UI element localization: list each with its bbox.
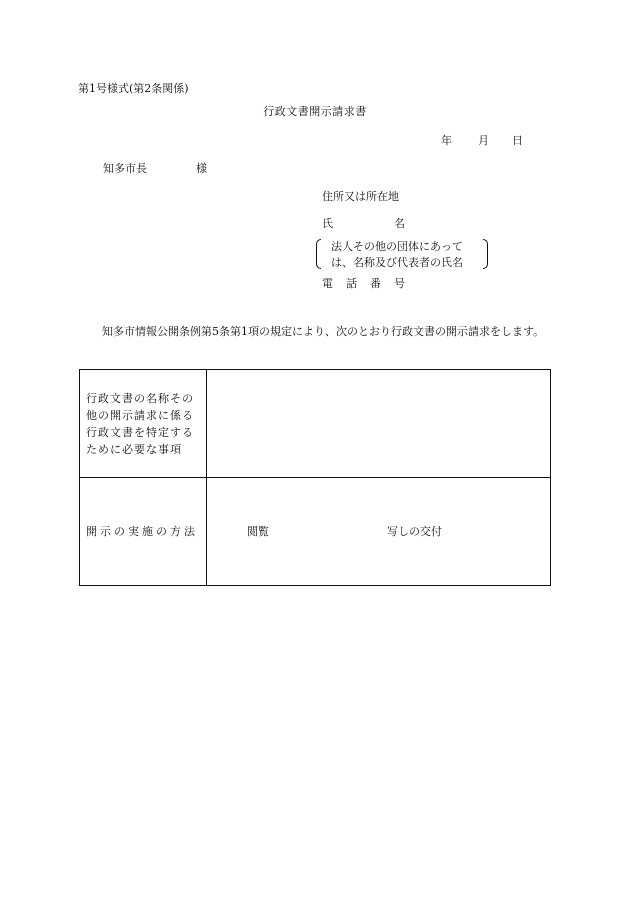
method-option-copy[interactable]: 写しの交付 bbox=[387, 525, 442, 538]
disclosure-method-field bbox=[207, 478, 551, 586]
phone-label: 電話番号 bbox=[322, 277, 418, 290]
document-identification-label: 行政文書の名称その他の開示請求に係る行政文書を特定するために必要な事項 bbox=[80, 370, 207, 478]
method-option-inspection[interactable]: 閲覧 bbox=[247, 525, 269, 538]
document-identification-field[interactable] bbox=[207, 370, 551, 478]
date-month-label: 月 bbox=[478, 134, 489, 147]
table-row bbox=[80, 478, 551, 586]
bracket-right bbox=[483, 239, 488, 269]
disclosure-method-label bbox=[80, 478, 207, 586]
disclosure-method-label-text: 開示の実施の方法 bbox=[86, 525, 198, 538]
request-body-text: 知多市情報公開条例第5条第1項の規定により、次のとおり行政文書の開示請求をします。 bbox=[102, 325, 545, 338]
addressee-name: 知多市長 bbox=[103, 162, 147, 175]
name-label-first: 氏 bbox=[322, 217, 333, 230]
document-title: 行政文書開示請求書 bbox=[263, 105, 367, 118]
request-table bbox=[79, 369, 551, 586]
addressee-honorific: 様 bbox=[196, 162, 207, 175]
address-label: 住所又は所在地 bbox=[322, 190, 399, 203]
date-year-label: 年 bbox=[441, 134, 452, 147]
name-label-second: 名 bbox=[394, 217, 405, 230]
org-note-line1: 法人その他の団体にあって bbox=[331, 240, 463, 253]
table-row bbox=[80, 370, 551, 478]
org-note-line2: は、名称及び代表者の氏名 bbox=[331, 256, 463, 269]
date-day-label: 日 bbox=[512, 134, 523, 147]
bracket-left bbox=[316, 239, 321, 269]
form-number: 第1号様式(第2条関係) bbox=[78, 82, 189, 95]
